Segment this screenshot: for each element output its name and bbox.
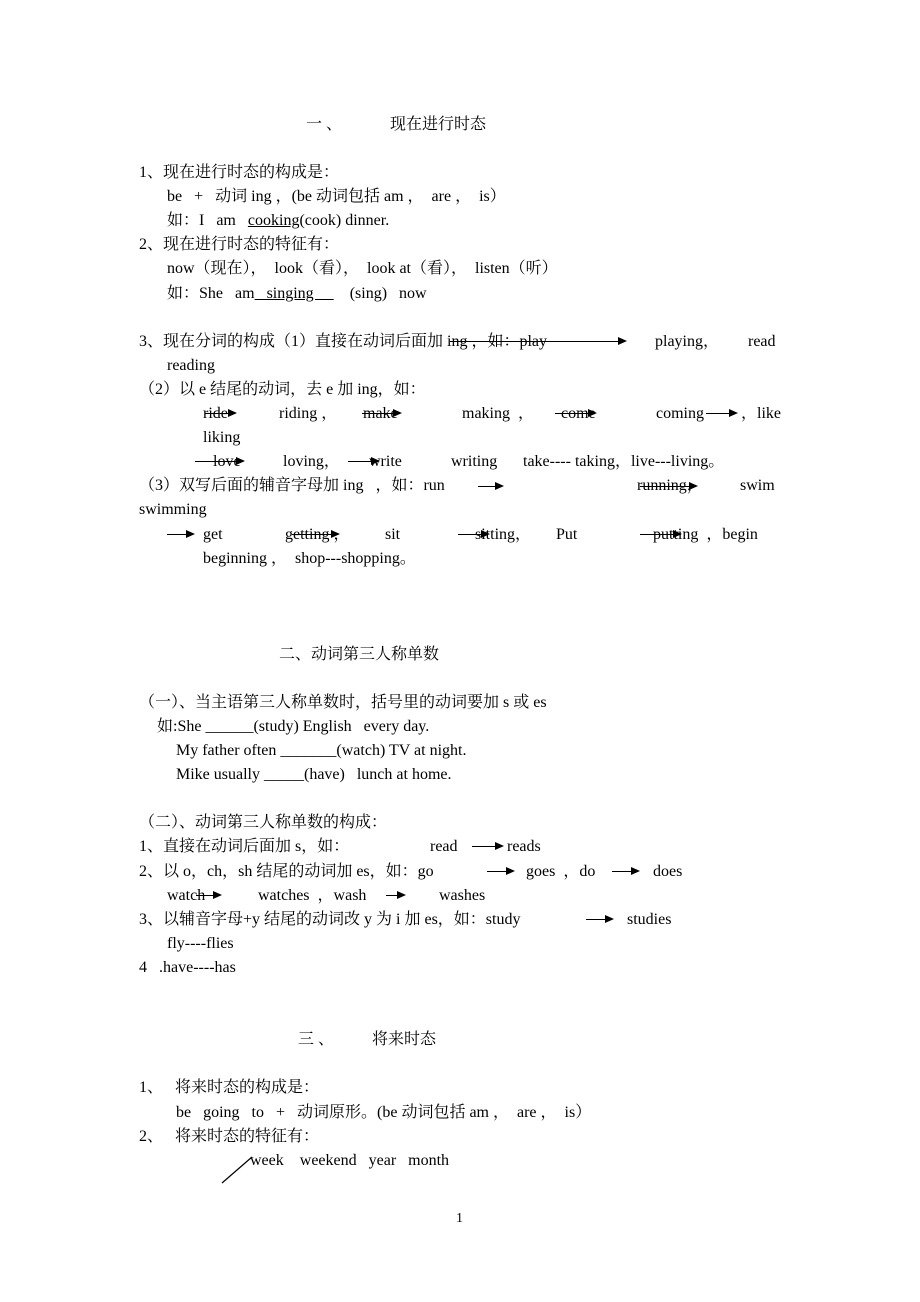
s1-ex-post: (cook) dinner.	[299, 212, 390, 229]
word-getting: getting ，	[285, 526, 350, 543]
s3-item2-words: week weekend year month	[250, 1152, 450, 1169]
arrow-icon	[386, 895, 404, 896]
word-playing: playing，	[655, 333, 719, 350]
word-come: come	[561, 405, 596, 422]
word-writing: writing	[451, 453, 498, 470]
s1-item2-example	[167, 285, 427, 303]
s1-ex2-answer: singing	[254, 285, 334, 302]
arrow-icon	[612, 871, 638, 872]
s1-rule3: （3）双写后面的辅音字母加 ing ，如：run	[139, 477, 445, 494]
s1-item2-words: now（现在）， look（看）， look at（看）， listen（听）	[167, 260, 558, 277]
arrow-icon	[196, 895, 220, 896]
s2-part1: （一）、当主语第三人称单数时，括号里的动词要加 s 或 es	[139, 694, 547, 711]
s2-rule4: 4 .have----has	[139, 959, 236, 976]
arrow-icon	[555, 413, 595, 414]
s3-item2: 2、 将来时态的特征有：	[139, 1128, 320, 1145]
word-washes: washes	[439, 887, 486, 904]
arrow-icon	[292, 534, 338, 535]
s3-item1-formula: be going to + 动词原形。(be 动词包括 am ， are ， is）	[176, 1104, 592, 1121]
word-fly: fly----flies	[167, 935, 234, 952]
word-coming: coming	[656, 405, 704, 422]
word-riding: riding ，	[279, 405, 338, 422]
word-sitting: sitting，	[475, 526, 532, 543]
s1-item1: 1、现在进行时态的构成是：	[139, 164, 340, 181]
word-get: get	[203, 526, 223, 543]
word-put: Put	[556, 526, 578, 543]
word-making: making ，	[462, 405, 534, 422]
s2-ex2: My father often _______(watch) TV at night.	[176, 742, 467, 759]
page-number: 1	[456, 1211, 463, 1226]
arrow-icon	[472, 846, 502, 847]
s1-item1-example	[167, 212, 389, 230]
s1-item3: 3、现在分词的构成（1）直接在动词后面加 ing ，如：play	[139, 333, 547, 350]
word-does: does	[653, 863, 683, 880]
arrow-icon	[586, 919, 612, 920]
word-running: running，	[637, 477, 703, 494]
s1-rule2: （2）以 e 结尾的动词，去 e 加 ing，如：	[139, 381, 426, 398]
s2-rule2: 2、以 o，ch，sh 结尾的动词加 es，如：go	[139, 863, 434, 880]
word-reading: reading	[167, 357, 215, 374]
s3-item1: 1、 将来时态的构成是：	[139, 1079, 320, 1096]
word-swim: swim	[740, 477, 775, 494]
s2-part2: （二）、动词第三人称单数的构成：	[139, 814, 388, 831]
section1-number: 一 、	[306, 116, 343, 133]
word-liking: liking	[203, 429, 241, 446]
word-swimming: swimming	[139, 501, 207, 518]
s2-rule1: 1、直接在动词后面加 s，如：	[139, 838, 350, 855]
slash-mark-icon	[220, 1155, 254, 1185]
section3-number: 三 、	[298, 1031, 335, 1048]
arrow-icon	[487, 871, 513, 872]
section3-title: 将来时态	[372, 1031, 437, 1048]
word-studies: studies	[627, 911, 672, 928]
word-ride: ride	[203, 405, 228, 422]
arrow-icon	[205, 413, 235, 414]
word-watches: watches ，wash	[258, 887, 367, 904]
word-write: write	[369, 453, 402, 470]
word-read-3rd: read	[430, 838, 458, 855]
arrow-icon	[640, 486, 696, 487]
s1-item1-formula: be + 动词 ing ，(be 动词包括 am ， are ， is）	[167, 188, 506, 205]
word-putting: putting ，begin	[653, 526, 758, 543]
s1-ex2-pre: 如：She am	[167, 285, 255, 302]
arrow-icon	[706, 413, 736, 414]
arrow-icon	[450, 341, 625, 342]
word-watch: watch	[167, 887, 206, 904]
arrow-icon	[478, 486, 502, 487]
s1-ex-answer: cooking	[247, 212, 300, 229]
arrow-icon	[362, 413, 400, 414]
arrow-icon	[167, 534, 193, 535]
s2-ex3: Mike usually _____(have) lunch at home.	[176, 766, 452, 783]
word-make: make	[363, 405, 398, 422]
word-sit: sit	[385, 526, 401, 543]
word-reads: reads	[507, 838, 541, 855]
word-loving: loving，	[283, 453, 340, 470]
s1-ex2-post: (sing) now	[333, 285, 427, 302]
s2-ex1: 如:She ______(study) English every day.	[157, 718, 430, 735]
word-take-live: take---- taking，live---living。	[523, 453, 725, 470]
word-like: ，like	[741, 405, 781, 422]
section2-title: 二、动词第三人称单数	[279, 646, 440, 663]
s2-rule3: 3、以辅音字母+y 结尾的动词改 y 为 i 加 es，如：study	[139, 911, 521, 928]
word-read: read	[748, 333, 776, 350]
section1-title: 现在进行时态	[390, 116, 487, 133]
word-goes: goes ，do	[526, 863, 596, 880]
word-love: love	[213, 453, 241, 470]
s1-item2: 2、现在进行时态的特征有：	[139, 236, 340, 253]
s1-ex-pre: 如：I am	[167, 212, 248, 229]
word-beginning: beginning ， shop---shopping。	[203, 550, 416, 567]
